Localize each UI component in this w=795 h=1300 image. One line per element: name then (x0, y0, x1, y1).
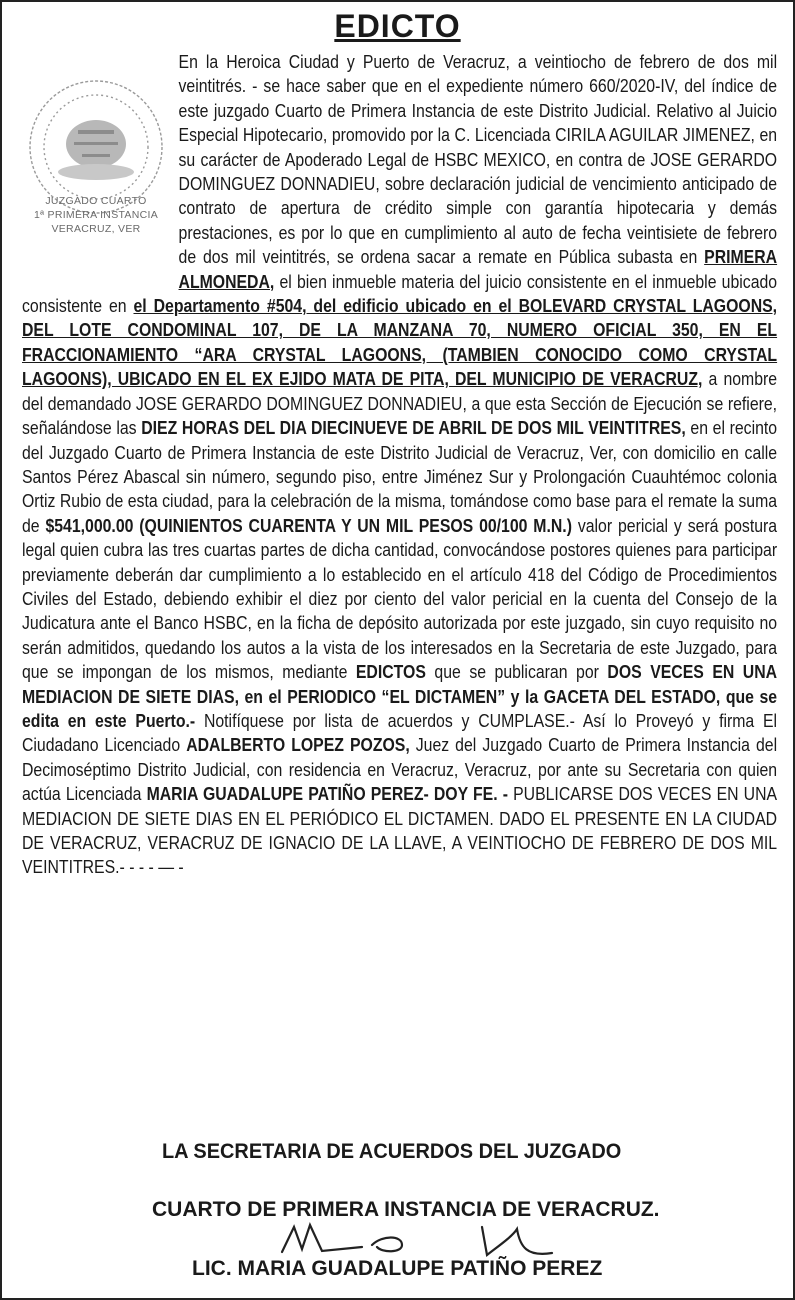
body-text: Juez del Juzgado Cuarto de Primera Instancia del Decimoséptimo Distrito Judicial, con residencia en Veracruz, Veracruz, por ante su Secretaria con quien actúa Licenciada (22, 734, 778, 805)
body-text: que se publicaran por (425, 661, 608, 683)
bold-amount: $541,000.00 (QUINIENTOS CUARENTA Y UN MIL PESOS 00/100 M.N.) (45, 514, 572, 536)
seal-caption-line: JUZGADO CUARTO (45, 195, 147, 207)
body-text: valor pericial y será postura legal quien cubra las tres cuartas partes de dicha cantidad, convocándose postores quienes para participar previamente deberán dar cumplimiento a lo establecido en el artículo 418 del Código de Procedimientos Civiles del Estado, debiendo exhibir el diez por ciento del valor pericial en la cuenta del Consejo de la Judicatura ante el Banco HSBC, en la ficha de depósito autorizada por este juzgado, sin cuyo requisito no serán admitidos, quedando los autos a la vista de los interesados en la Secretaria de este Juzgado, para que se impongan de los mismos, mediante (22, 514, 778, 683)
signature-line-2: CUARTO DE PRIMERA INSTANCIA DE VERACRUZ. (152, 1198, 660, 1221)
bold-text: DIEZ HORAS DEL DIA DIECINUEVE DE ABRIL DE DOS MIL VEINTITRES, (141, 417, 686, 439)
bold-text: PRIMERA ALMONEDA, (178, 246, 778, 292)
seal-caption-line: VERACRUZ, VER (51, 223, 141, 235)
bold-secretary-name: MARIA GUADALUPE PATIÑO PEREZ- DOY FE. - (146, 783, 508, 805)
seal-caption-line: 1ª PRIMERA INSTANCIA (33, 209, 159, 221)
signature-line-1: LA SECRETARIA DE ACUERDOS DEL JUZGADO (162, 1140, 622, 1163)
bold-underlined-address: el Departamento #504, del edificio ubicado en el BOLEVARD CRYSTAL LAGOONS, DEL LOTE CONDOMINAL 107, DE LA MANZANA 70, NUMERO OFICIAL 350, EN EL FRACCIONAMIENTO “ARA CRYSTAL LAGOONS, (TAMBIEN CONOCIDO COMO CRYSTAL LAGOONS), UBICADO EN EL EX EJIDO MATA DE PITA, DEL MUNICIPIO DE VERACRUZ, (22, 295, 778, 390)
bold-text: DOS VECES EN UNA MEDIACION DE SIETE DIAS, en el PERIODICO “EL DICTAMEN” y la GACETA DEL ESTADO, que se edita en este Puerto.- (22, 661, 778, 731)
body-text: a nombre del demandado JOSE GERARDO DOMINGUEZ DONNADIEU, a que esta Sección de Ejecución se refiere, señalándose las (22, 368, 778, 439)
body-text: Notifíquese por lista de acuerdos y CUMPLASE.- Así lo Proveyó y firma El Ciudadano Licenciado (22, 709, 778, 756)
signature-line-3: LIC. MARIA GUADALUPE PATIÑO PEREZ (192, 1257, 603, 1280)
body-text: En la Heroica Ciudad y Puerto de Veracruz, a veintiocho de febrero de dos mil veintitrés. - se hace saber que en el expediente número 660/2020-IV, del índice de este juzgado Cuarto de Primera Instancia de este Distrito Judicial. Relativo al Juicio Especial Hipotecario, promovido por la C. Licenciada CIRILA AGUILAR JIMENEZ, en su carácter de Apoderado Legal de HSBC MEXICO, en contra de JOSE GERARDO DOMINGUEZ DONNADIEU, sobre declaración judicial de vencimiento anticipado de contrato de apertura de crédito simple con garantía hipotecaria y demás prestaciones, es por lo que en cumplimiento al auto de fecha veintisiete de febrero de dos mil veintitrés, se ordena sacar a remate en Pública subasta en (178, 51, 778, 268)
bold-judge-name: ADALBERTO LOPEZ POZOS, (186, 734, 410, 756)
body-text: el bien inmueble materia del juicio consistente en el inmueble ubicado consistente en (22, 270, 778, 317)
body-text: en el recinto del Juzgado Cuarto de Primera Instancia de este Distrito Judicial de Veracruz, Ver, con domicilio en calle Santos Pérez Abascal sin número, segundo piso, entre Jiménez Sur y Prolongación Cuauhtémoc colonia Ortiz Rubio de esta ciudad, para la celebración de la misma, tomándose como base para el remate la suma de (22, 417, 778, 536)
bold-text: EDICTOS (355, 661, 426, 683)
edict-body (22, 50, 777, 880)
document-title: EDICTO (334, 8, 461, 44)
body-text: PUBLICARSE DOS VECES EN UNA MEDIACION DE SIETE DIAS EN EL PERIÓDICO EL DICTAMEN. DADO EL PRESENTE EN LA CIUDAD DE VERACRUZ, VERACRUZ DE IGNACIO DE LA LLAVE, A VEINTIOCHO DE FEBRERO DE DOS MIL VEINTITRES.- - - - — - (22, 783, 778, 878)
